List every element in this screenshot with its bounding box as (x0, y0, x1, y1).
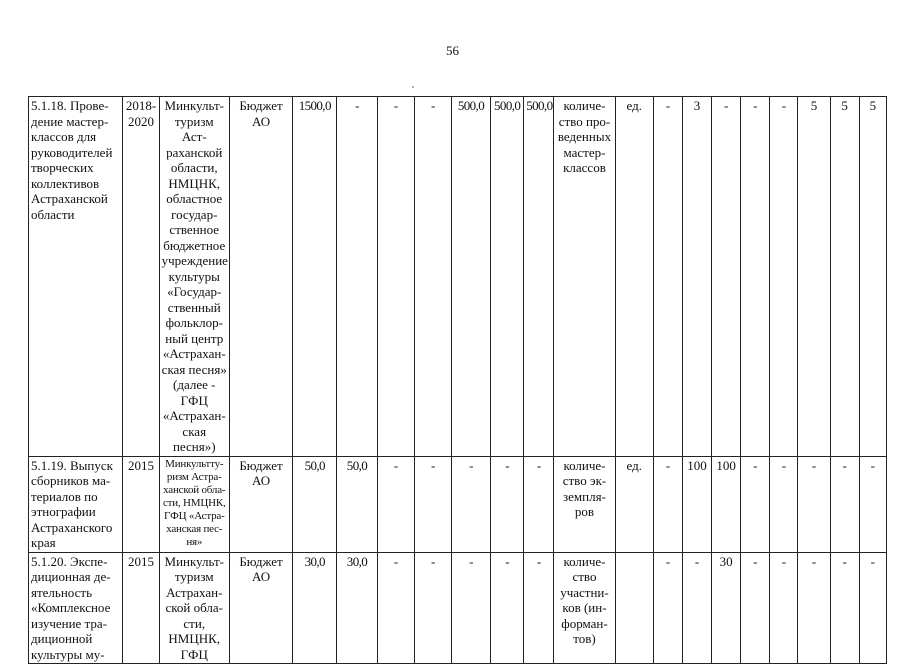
funding-year-cell: - (451, 552, 490, 664)
executor-cell: Минкульт-туризм Аст-раханской области, НМЦНК, областное государ-ственное бюджетное учреждение культуры «Государ-ственный фольклор-ный центр «Астрахан-ская песня» (далее - ГФЦ «Астрахан-ская песня») (159, 97, 229, 457)
indicator-value-cell: 5 (859, 97, 886, 457)
indicator-value-cell: - (770, 456, 798, 552)
funding-year-cell: - (414, 97, 451, 457)
indicator-value-cell: - (653, 97, 682, 457)
funding-year-cell: - (337, 97, 377, 457)
indicator-value-cell: 100 (682, 456, 711, 552)
funding-source-cell: Бюджет АО (229, 552, 292, 664)
funding-year-cell: - (524, 456, 554, 552)
indicator-value-cell: - (653, 456, 682, 552)
indicator-cell: количе-ство участни-ков (ин-форман-тов) (554, 552, 615, 664)
indicator-value-cell: - (859, 456, 886, 552)
event-name-cell: 5.1.20. Экспе-диционная де-ятельность «Комплексное изучение тра-диционной культуры му- (29, 552, 123, 664)
table-row (29, 552, 887, 664)
funding-total-cell: 50,0 (293, 456, 337, 552)
event-name-cell: 5.1.18. Прове-дение мастер-классов для руководителей творческих коллективов Астраханской области (29, 97, 123, 457)
indicator-cell: количе-ство эк-земпля-ров (554, 456, 615, 552)
indicator-value-cell: - (741, 552, 770, 664)
years-cell: 2015 (123, 456, 159, 552)
funding-year-cell: - (377, 456, 414, 552)
indicator-value-cell: - (682, 552, 711, 664)
unit-cell: ед. (615, 456, 653, 552)
indicator-value-cell: - (798, 552, 830, 664)
funding-year-cell: 500,0 (524, 97, 554, 457)
indicator-value-cell: - (653, 552, 682, 664)
funding-year-cell: - (414, 552, 451, 664)
scan-speck (412, 86, 414, 88)
funding-year-cell: - (451, 456, 490, 552)
funding-source-cell: Бюджет АО (229, 97, 292, 457)
executor-cell: Минкультту-ризм Астра-ханской обла-сти, НМЦНК, ГФЦ «Астра-ханская пес-ня» (159, 456, 229, 552)
indicator-value-cell: - (741, 456, 770, 552)
unit-cell (615, 552, 653, 664)
indicator-value-cell: - (798, 456, 830, 552)
indicator-value-cell: 5 (830, 97, 859, 457)
indicator-value-cell: - (741, 97, 770, 457)
indicator-value-cell: 5 (798, 97, 830, 457)
funding-year-cell: - (491, 456, 524, 552)
indicator-value-cell: 3 (682, 97, 711, 457)
years-cell: 2015 (123, 552, 159, 664)
indicator-value-cell: - (830, 552, 859, 664)
funding-year-cell: - (377, 552, 414, 664)
years-cell: 2018-2020 (123, 97, 159, 457)
indicator-value-cell: - (712, 97, 741, 457)
funding-year-cell: - (414, 456, 451, 552)
funding-year-cell: 500,0 (491, 97, 524, 457)
funding-year-cell: - (524, 552, 554, 664)
indicator-value-cell: - (830, 456, 859, 552)
unit-cell: ед. (615, 97, 653, 457)
funding-year-cell: 500,0 (451, 97, 490, 457)
table-row (29, 97, 887, 457)
page-number: 56 (446, 43, 459, 58)
program-table (28, 96, 887, 664)
indicator-value-cell: 30 (712, 552, 741, 664)
indicator-cell: количе-ство про-веденных мастер-классов (554, 97, 615, 457)
event-name-cell: 5.1.19. Выпуск сборников ма-териалов по этнографии Астраханского края (29, 456, 123, 552)
funding-year-cell: - (491, 552, 524, 664)
indicator-value-cell: - (859, 552, 886, 664)
table-row (29, 456, 887, 552)
funding-year-cell: 30,0 (337, 552, 377, 664)
funding-year-cell: 50,0 (337, 456, 377, 552)
indicator-value-cell: 100 (712, 456, 741, 552)
indicator-value-cell: - (770, 97, 798, 457)
funding-source-cell: Бюджет АО (229, 456, 292, 552)
funding-total-cell: 30,0 (293, 552, 337, 664)
funding-year-cell: - (377, 97, 414, 457)
indicator-value-cell: - (770, 552, 798, 664)
executor-cell: Минкульт-туризм Астрахан-ской обла-сти, НМЦНК, ГФЦ (159, 552, 229, 664)
funding-total-cell: 1500,0 (293, 97, 337, 457)
